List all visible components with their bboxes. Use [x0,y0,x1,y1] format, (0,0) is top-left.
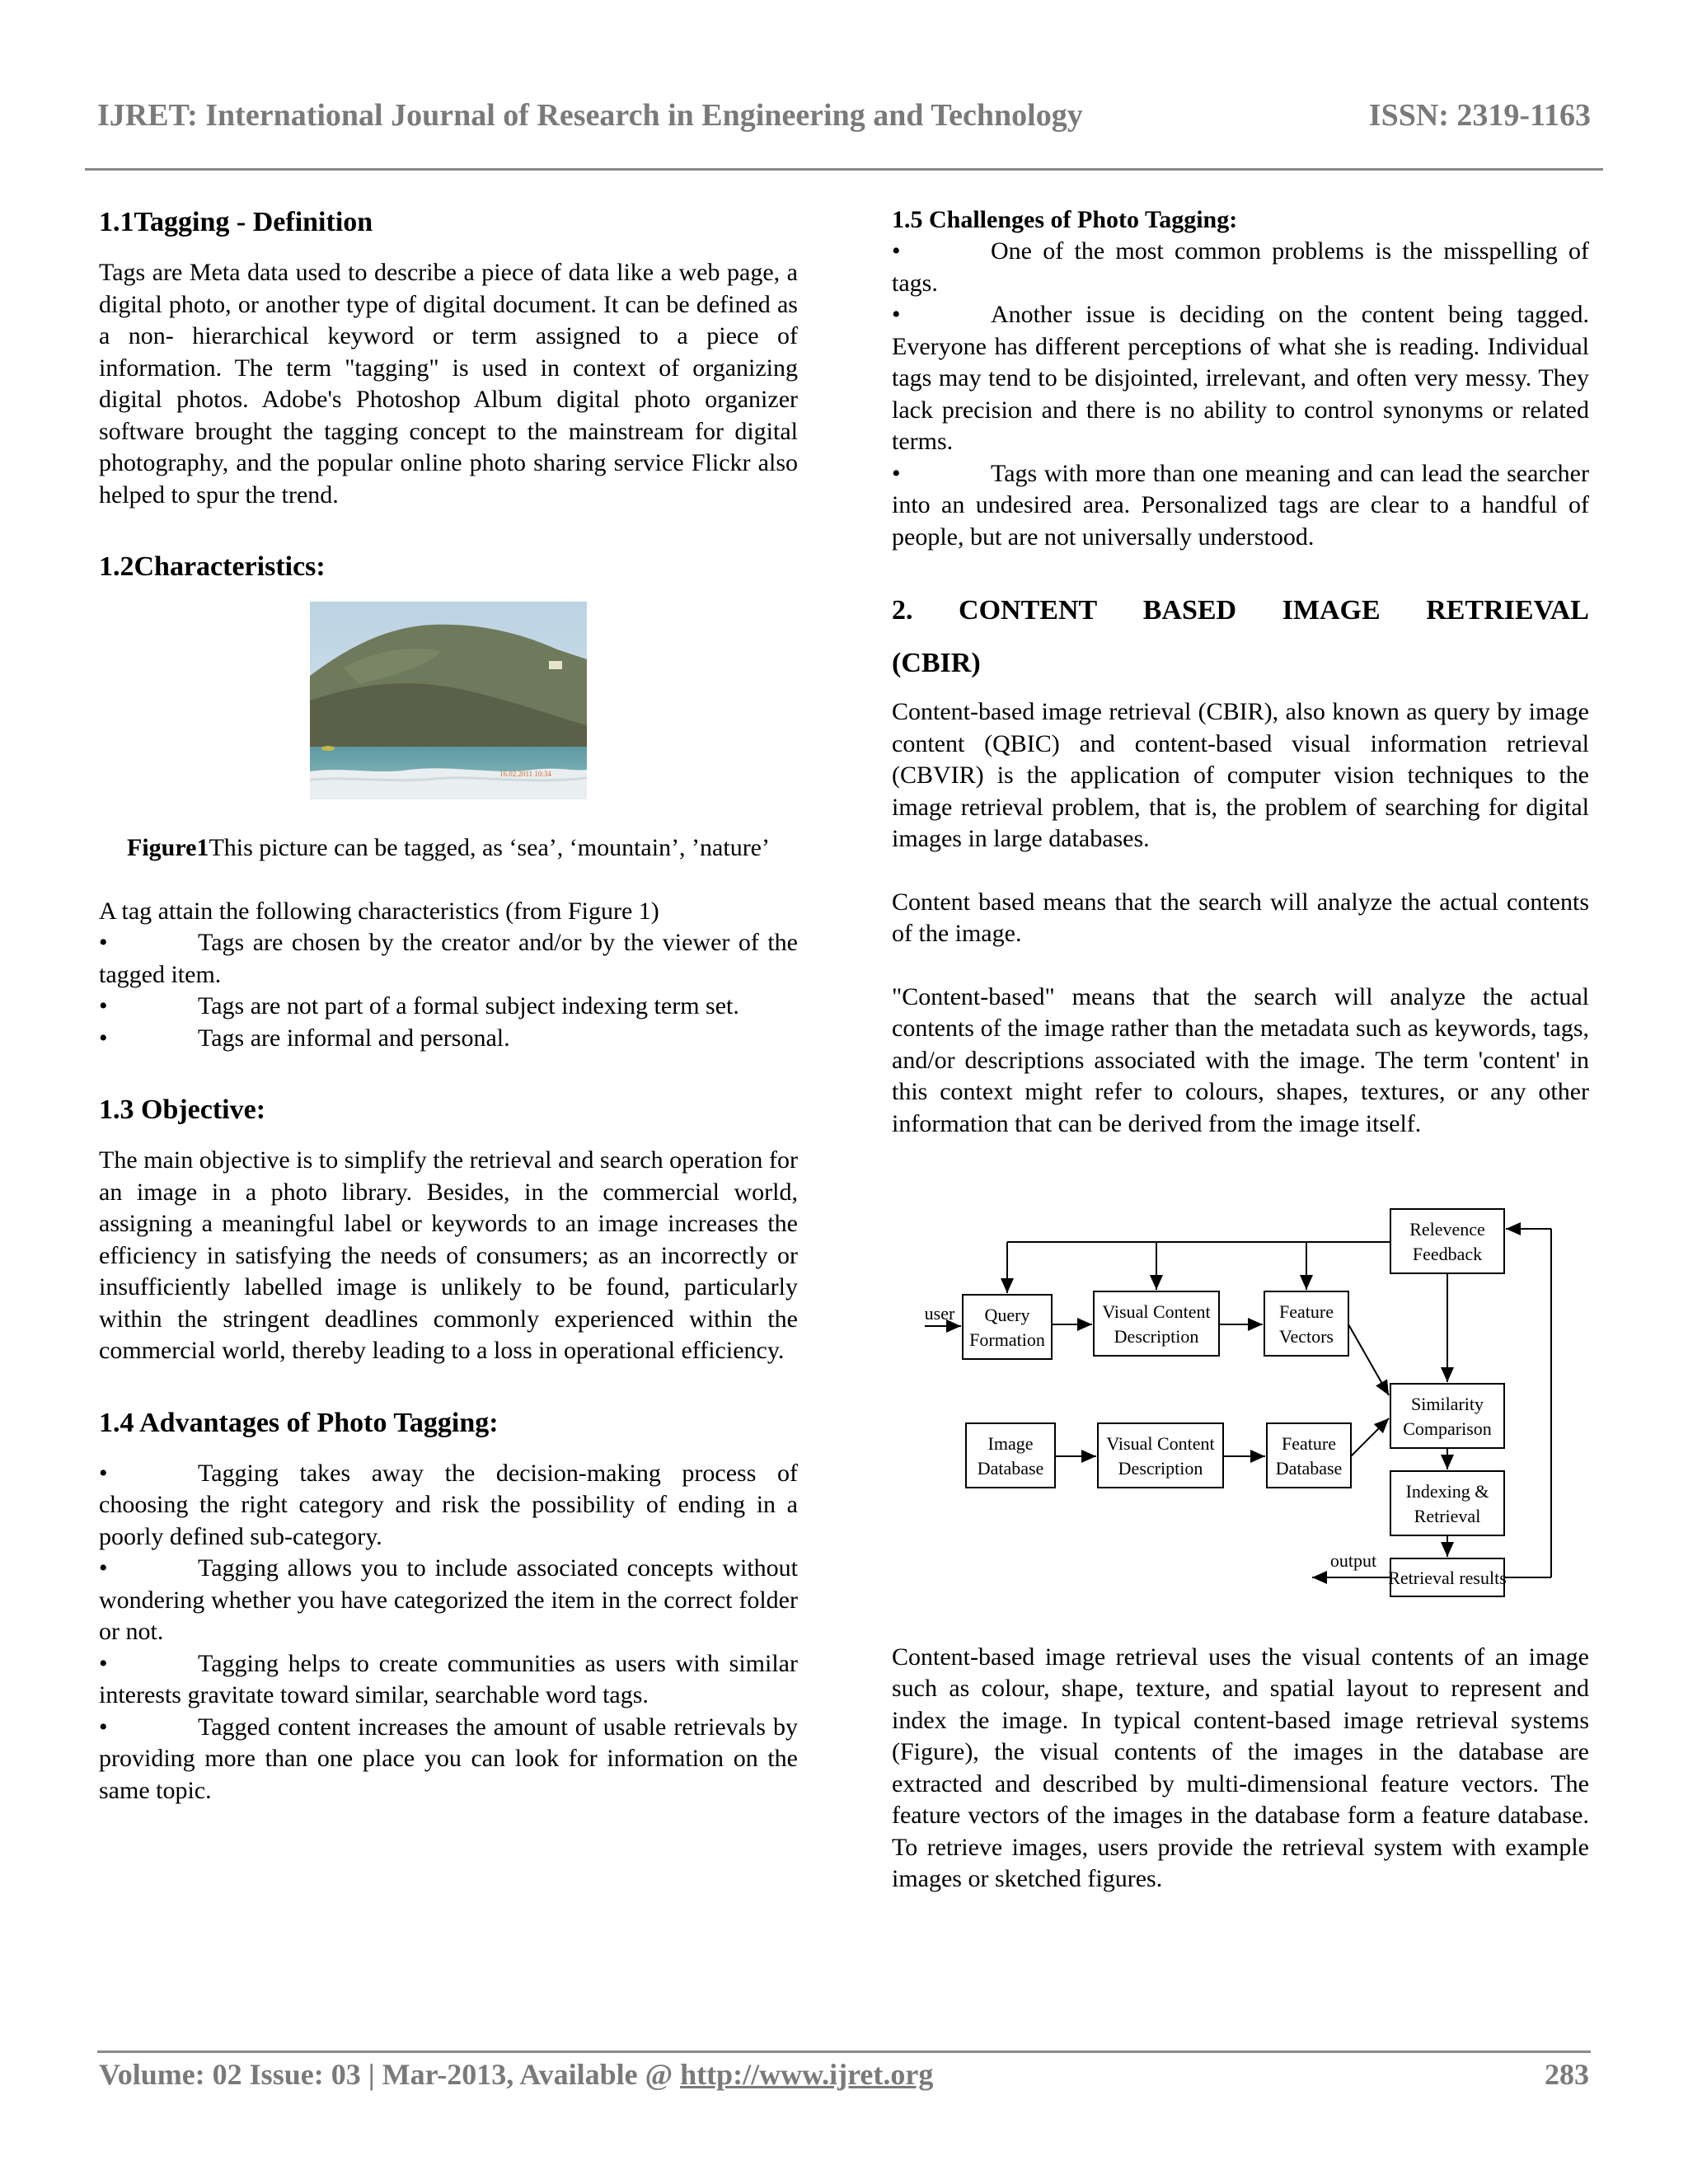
cbir-paragraph-3: "Content-based" means that the search will analyze the actual contents of the image rather than the metadata such as keywords, tags, and/or descriptions associated with the image. The term 'content' in this context might refer to colours, shapes, textures, or any other information that can be derived from the image itself. [892,982,1589,1137]
svg-text:Feedback: Feedback [1412,1244,1483,1264]
similarity-label: Similarity [1411,1394,1484,1414]
figure-1 [99,602,798,799]
right-column [892,204,1589,1896]
footer-volume: Volume: 02 Issue: 03 | Mar-2013, Available @ http://www.ijret.org [99,2058,934,2091]
page-header [97,97,1591,134]
svg-text:Database: Database [1275,1458,1343,1479]
section-2-heading: 2. CONTENT BASED IMAGE RETRIEVAL (CBIR) [892,595,1589,678]
challenge-bullet: • Tags with more than one meaning and can lead the searcher into an undesired area. Personalized tags are clear to a handful of people, but are not universally understood. [892,459,1589,551]
svg-text:Formation: Formation [969,1329,1045,1350]
svg-text:Retrieval: Retrieval [1414,1506,1481,1526]
image-database-label: Image [987,1433,1034,1454]
header-rule [85,168,1603,171]
characteristics-intro: A tag attain the following characteristics (from Figure 1) [99,897,659,925]
footer-rule [97,2050,1591,2053]
journal-title: IJRET: International Journal of Research in Engineering and Technology [97,98,1083,133]
advantage-bullet: • Tagging helps to create communities as users with similar interests gravitate toward similar, searchable word tags. [99,1649,798,1708]
cbir-paragraph-4: Content-based image retrieval uses the visual contents of an image such as colour, shape, texture, and spatial layout to represent and index the image. In typical content-based image retrieval systems (Figure), the visual contents of the images in the database are extracted and described by multi-dimensional feature vectors. The feature vectors of the images in the database form a feature database. To retrieve images, users provide the retrieval system with example images or sketched figures. [892,1643,1589,1892]
page-footer [99,2057,1589,2092]
query-label: Query [984,1305,1030,1325]
section-1-1-text: Tags are Meta data used to describe a piece of data like a web page, a digital photo, or another type of digital document. It can be defined as a non- hierarchical keyword or term assigned to a piece of information. The term "tagging" is used in context of organizing digital photos. Adobe's Photoshop Album digital photo organizer software brought the tagging concept to the mainstream for digital photography, and the popular online photo sharing service Flickr also helped to spur the trend. [99,259,798,509]
caption-label: Figure1 [127,834,209,861]
cbir-diagram [925,1179,1589,1617]
svg-text:Vectors: Vectors [1279,1326,1334,1347]
challenge-bullet: • One of the most common problems is the misspelling of tags. [892,237,1589,297]
indexing-label: Indexing & [1405,1481,1489,1502]
section-1-1-heading: 1.1Tagging - Definition [99,207,373,237]
cbir-paragraph-1: Content-based image retrieval (CBIR), also known as query by image content (QBIC) and content-based visual information retrieval (CBVIR) is the application of computer vision techniques to the image retrieval problem, that is, the problem of searching for digital images in large databases. [892,698,1589,852]
left-column [99,204,798,1807]
sea-mountain-photo [310,602,587,799]
retrieval-results-label: Retrieval results [1388,1568,1507,1588]
section-1-4-heading: 1.4 Advantages of Photo Tagging: [99,1407,499,1438]
svg-text:Description: Description [1118,1458,1203,1479]
svg-text:Comparison: Comparison [1403,1418,1492,1439]
feature-database-label: Feature [1282,1433,1336,1454]
cbir-flow-diagram [925,1179,1584,1608]
advantage-bullet: • Tagging takes away the decision-making process of choosing the right category and risk the possibility of ending in a poorly defined sub-category. [99,1459,798,1550]
user-label: user [925,1303,955,1324]
characteristic-bullet: • Tags are chosen by the creator and/or by the viewer of the tagged item. [99,929,798,988]
characteristic-bullet: • Tags are informal and personal. [99,1024,510,1052]
section-1-3-heading: 1.3 Objective: [99,1094,266,1125]
svg-text:Database: Database [977,1458,1044,1479]
challenge-bullet: • Another issue is deciding on the content being tagged. Everyone has different perceptions of what she is reading. Individual tags may tend to be disjointed, irrelevant, and often very messy. They lack precision and there is no ability to control synonyms or related terms. [892,301,1589,455]
section-1-5-heading: 1.5 Challenges of Photo Tagging: [892,206,1238,233]
section-1-3-text: The main objective is to simplify the retrieval and search operation for an image in a photo library. Besides, in the commercial world, assigning a meaningful label or keywords to an image increases the efficiency in satisfying the needs of consumers; as an incorrectly or insufficiently labelled image is unlikely to be found, particularly within the stringent deadlines commonly experienced within the commercial world, thereby leading to a loss in operational efficiency. [99,1146,798,1364]
output-label: output [1329,1550,1377,1571]
feature-vectors-label: Feature [1279,1301,1334,1322]
issn: ISSN: 2319-1163 [1368,98,1591,133]
journal-link[interactable]: http://www.ijret.org [680,2058,934,2091]
advantage-bullet: • Tagging allows you to include associated concepts without wondering whether you have categorized the item in the correct folder or not. [99,1554,798,1645]
relevence-label: Relevence [1409,1219,1485,1240]
characteristic-bullet: • Tags are not part of a formal subject indexing term set. [99,992,739,1019]
cbir-paragraph-2: Content based means that the search will analyze the actual contents of the image. [892,888,1589,947]
vcd2-label: Visual Content [1106,1433,1215,1454]
page-number: 283 [1545,2058,1589,2091]
photo-timestamp: 16.02.2011 10:34 [499,770,551,778]
section-1-2-heading: 1.2Characteristics: [99,551,326,582]
advantage-bullet: • Tagged content increases the amount of usable retrievals by providing more than one place you can look for information on the same topic. [99,1713,798,1804]
vcd1-label: Visual Content [1102,1301,1211,1322]
caption-text: This picture can be tagged, as ‘sea’, ‘mountain’, ’nature’ [209,834,770,861]
svg-text:Description: Description [1114,1326,1199,1347]
figure-1-caption [99,832,798,865]
